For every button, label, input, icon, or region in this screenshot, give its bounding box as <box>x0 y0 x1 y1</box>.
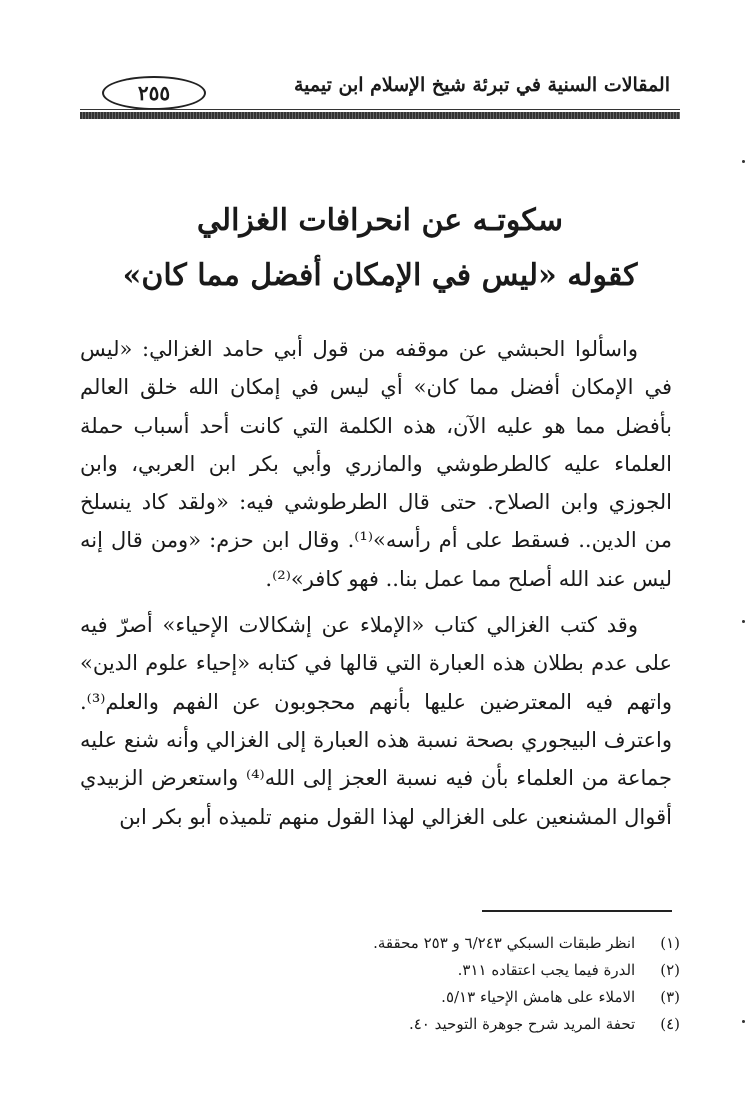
footnote-marker: (٢) <box>660 961 680 979</box>
scan-mark <box>742 620 745 623</box>
running-header <box>80 68 670 108</box>
chapter-title-line-2: كقوله «ليس في الإمكان أفضل مما كان» <box>122 258 638 293</box>
footnote-item <box>300 1011 680 1038</box>
scan-mark <box>742 1020 745 1023</box>
footnote-text: تحفة المريد شرح جوهرة التوحيد ٤٠. <box>408 1015 636 1033</box>
header-rule-thin <box>80 109 680 110</box>
footnote-item <box>300 984 680 1011</box>
footnote-text: الاملاء على هامش الإحياء ٥/١٣. <box>441 988 636 1006</box>
scan-mark <box>742 160 745 163</box>
footnote-marker: (٤) <box>660 1015 680 1033</box>
footnote-item <box>300 957 680 984</box>
body-text <box>80 330 672 836</box>
book-title: المقالات السنية في تبرئة شيخ الإسلام ابن تيمية <box>293 74 670 96</box>
footnote-marker: (٣) <box>660 988 680 1006</box>
footnote-item <box>300 930 680 957</box>
footnote-text: انظر طبقات السبكي ٦/٢٤٣ و ٢٥٣ محققة. <box>373 934 636 952</box>
page-number: ٢٥٥ <box>102 76 206 110</box>
header-rule <box>80 112 680 119</box>
chapter-title-line-1: سكوتـه عن انحرافات الغزالي <box>196 203 564 238</box>
footnotes <box>300 930 680 1038</box>
footnote-separator <box>482 910 672 912</box>
paragraph-1: واسألوا الحبشي عن موقفه من قول أبي حامد الغزالي: «ليس في الإمكان أفضل مما كان» أي ليس في إمكان الله خلق العالم بأفضل مما هو عليه الآن، هذه الكلمة التي كانت أحد أسباب حملة العلماء عليه كالطرطوشي والمازري وأبي بكر ابن العربي، وابن الجوزي وابن الصلاح. حتى قال الطرطوشي فيه: «ولقد كاد ينسلخ من الدين.. فسقط على أم رأسه»⁽¹⁾. وقال ابن حزم: «ومن قال إنه ليس عند الله أصلح مما عمل بنا.. فهو كافر»⁽²⁾. <box>80 337 672 591</box>
footnote-text: الدرة فيما يجب اعتقاده ٣١١. <box>457 961 636 979</box>
footnote-marker: (١) <box>660 934 680 952</box>
paragraph-2: وقد كتب الغزالي كتاب «الإملاء عن إشكالات الإحياء» أصرّ فيه على عدم بطلان هذه العبارة التي قالها في كتابه «إحياء علوم الدين» واتهم فيه المعترضين عليها بأنهم محجوبون عن الفهم والعلم⁽³⁾. واعترف البيجوري بصحة نسبة هذه العبارة إلى الغزالي وأنه شنع عليه جماعة من العلماء بأن فيه نسبة العجز إلى الله⁽⁴⁾ واستعرض الزبيدي أقوال المشنعين على الغزالي لهذا القول منهم تلميذه أبو بكر ابن <box>80 613 672 829</box>
